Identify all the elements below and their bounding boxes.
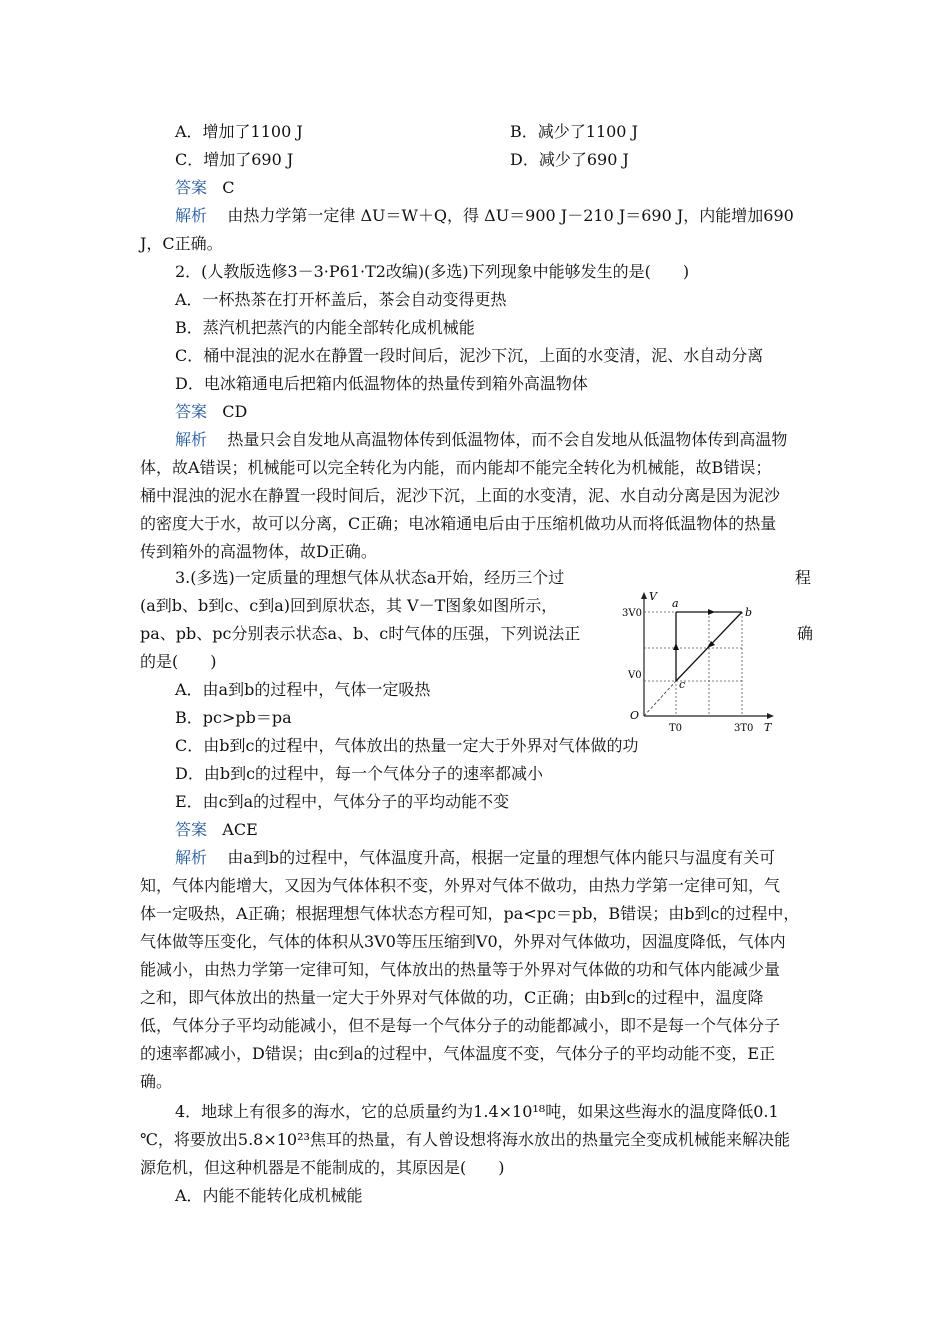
q4-option-a: A．内能不能转化成机械能 (175, 1186, 363, 1205)
q2-option-c: C．桶中混浊的泥水在静置一段时间后，泥沙下沉，上面的水变清，泥、水自动分离 (175, 346, 764, 365)
q2-analysis-line-4: 的密度大于水，故可以分离，C正确；电冰箱通电后由于压缩机做功从而将低温物体的热量 (140, 514, 777, 533)
origin-label: O (630, 709, 640, 722)
q3-stem-line-4: 的是( ) (140, 652, 217, 671)
answer-value: C (222, 178, 235, 197)
q2-answer (175, 402, 247, 422)
q4-stem-line-1: 4．地球上有很多的海水，它的总质量约为1.4×10¹⁸吨，如果这些海水的温度降低0.1 (175, 1102, 779, 1121)
q3-analysis-line-9: 确。 (140, 1072, 173, 1091)
q3-analysis-line-1 (175, 848, 775, 868)
x-axis-label: T (764, 721, 772, 734)
q2-analysis-line-1 (175, 430, 787, 450)
q2-stem: 2．(人教版选修3－3·P61·T2改编)(多选)下列现象中能够发生的是( ) (175, 262, 690, 281)
q1-analysis-line-1 (175, 206, 794, 226)
q3-option-c: C．由b到c的过程中，气体放出的热量一定大于外界对气体做的功 (175, 736, 639, 755)
answer-label: 答案 (175, 820, 208, 839)
q2-option-b: B．蒸汽机把蒸汽的内能全部转化成机械能 (175, 318, 475, 337)
q3-stem-line-3: pa、pb、pc分别表示状态a、b、c时气体的压强，下列说法正 (140, 624, 581, 643)
q3-answer (175, 820, 258, 840)
analysis-text: 热量只会自发地从高温物体传到低温物体，而不会自发地从低温物体传到高温物 (227, 430, 788, 449)
y-axis-arrow (641, 592, 647, 599)
q1-analysis-line-2: J，C正确。 (140, 234, 223, 253)
q1-option-d: D．减少了690 J (510, 150, 629, 169)
q3-analysis-line-5: 能减小，由热力学第一定律可知，气体放出的热量等于外界对气体做的功和气体内能减少量 (140, 960, 781, 979)
x-axis-arrow (767, 713, 774, 719)
q1-option-c: C．增加了690 J (175, 150, 294, 169)
q3-stem-line-2: (a到b、b到c、c到a)回到原状态，其 V－T图象如图所示， (140, 596, 558, 615)
q3-option-b: B．pc>pb＝pa (175, 708, 292, 727)
tick-t0: T0 (669, 723, 683, 734)
q3-analysis-line-7: 低，气体分子平均动能减小，但不是每一个气体分子的动能都减小，即不是每一个气体分子 (140, 1016, 781, 1035)
q3-analysis-line-6: 之和，即气体放出的热量一定大于外界对气体做的功，C正确；由b到c的过程中，温度降 (140, 988, 764, 1007)
q3-stem-line-3-end: 确 (797, 624, 814, 643)
point-c-label: c (679, 678, 686, 691)
q3-stem-line-1-end: 程 (795, 568, 812, 587)
q1-answer (175, 178, 235, 198)
arrow-c-to-a (673, 643, 679, 650)
analysis-label: 解析 (175, 206, 208, 225)
q3-analysis-line-4: 气体做等压变化，气体的体积从3V0等压压缩到V0，外界对气体做功，因温度降低，气体内 (140, 932, 786, 951)
q2-analysis-line-2: 体，故A错误；机械能可以完全转化为内能，而内能却不能完全转化为机械能，故B错误； (140, 458, 772, 477)
answer-value: CD (222, 402, 248, 421)
q2-analysis-line-5: 传到箱外的高温物体，故D正确。 (140, 542, 377, 561)
q1-option-b: B．减少了1100 J (510, 122, 638, 141)
q2-option-a: A．一杯热茶在打开杯盖后，茶会自动变得更热 (175, 290, 507, 309)
q1-option-a: A．增加了1100 J (175, 122, 303, 141)
q3-stem-line-1: 3.(多选)一定质量的理想气体从状态a开始，经历三个过 (175, 568, 565, 587)
analysis-text: 由热力学第一定律 ΔU＝W＋Q，得 ΔU＝900 J－210 J＝690 J，内能增加690 (227, 206, 794, 225)
q3-analysis-line-2: 知，气体内能增大，又因为气体体积不变，外界对气体不做功，由热力学第一定律可知，气 (140, 876, 781, 895)
point-a-label: a (672, 597, 679, 610)
y-axis-label: V (649, 590, 657, 603)
q3-option-a: A．由a到b的过程中，气体一定吸热 (175, 680, 431, 699)
analysis-label: 解析 (175, 848, 208, 867)
arrow-a-to-b (708, 609, 715, 615)
q4-stem-line-3: 源危机，但这种机器是不能制成的，其原因是( ) (140, 1158, 505, 1177)
q3-option-e: E．由c到a的过程中，气体分子的平均动能不变 (175, 792, 510, 811)
answer-label: 答案 (175, 402, 208, 421)
analysis-label: 解析 (175, 430, 208, 449)
answer-label: 答案 (175, 178, 208, 197)
tick-3v0: 3V0 (622, 608, 642, 619)
q2-option-d: D．电冰箱通电后把箱内低温物体的热量传到箱外高温物体 (175, 374, 588, 393)
q4-stem-line-2: ℃，将要放出5.8×10²³焦耳的热量，有人曾设想将海水放出的热量完全变成机械能来解决能 (140, 1130, 790, 1149)
point-b-label: b (745, 606, 753, 619)
q3-analysis-line-8: 的速率都减小，D错误；由c到a的过程中，气体温度不变，气体分子的平均动能不变，E正 (140, 1044, 776, 1063)
answer-value: ACE (222, 820, 258, 839)
vt-graph (620, 588, 780, 734)
q3-option-d: D．由b到c的过程中，每一个气体分子的速率都减小 (175, 764, 544, 783)
analysis-text: 由a到b的过程中，气体温度升高，根据一定量的理想气体内能只与温度有关可 (227, 848, 776, 867)
tick-3t0: 3T0 (734, 723, 754, 734)
q3-analysis-line-3: 体一定吸热，A正确；根据理想气体状态方程可知，pa<pc＝pb，B错误；由b到c的过程中， (140, 904, 800, 923)
q2-analysis-line-3: 桶中混浊的泥水在静置一段时间后，泥沙下沉，上面的水变清，泥、水自动分离是因为泥沙 (140, 486, 781, 505)
tick-v0: V0 (628, 670, 642, 681)
origin-dashed-line (644, 681, 676, 716)
